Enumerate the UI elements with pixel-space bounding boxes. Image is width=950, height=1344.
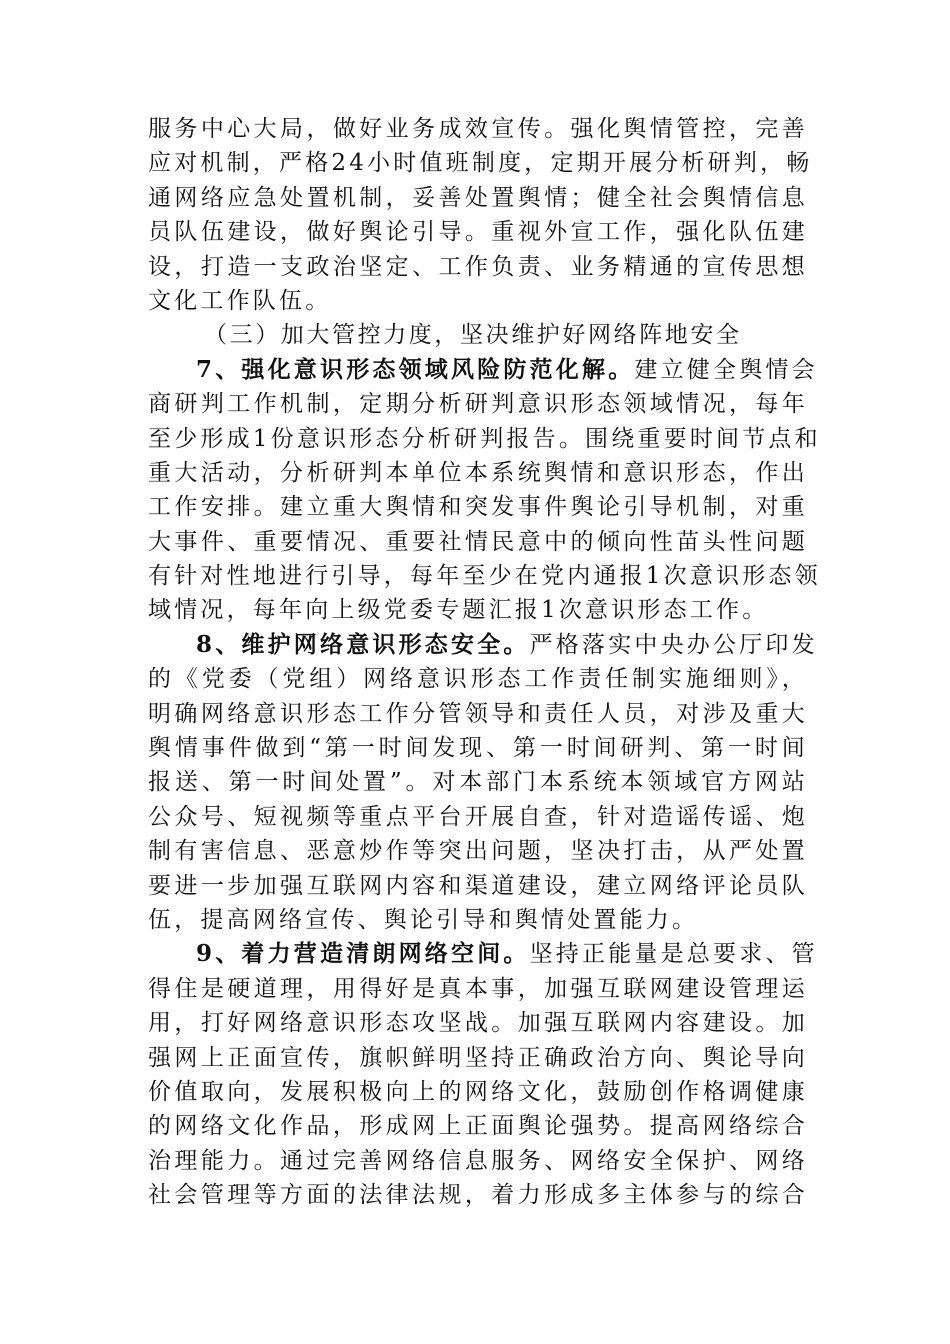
text-line: 至少形成1份意识形态分析研判报告。围绕重要时间节点和 [148,425,821,452]
text-line: 得住是硬道理，用得好是真本事，加强互联网建设管理运 [148,975,808,1002]
text-line: 舆情事件做到“第一时间发现、第一时间研判、第一时间 [148,735,808,762]
text-line [148,628,818,662]
text-line: 的网络文化作品，形成网上正面舆论强势。提高网络综合 [148,1113,808,1140]
text-line: 商研判工作机制，定期分析研判意识形态领域情况，每年 [148,391,808,418]
text-line: 域情况，每年向上级党委专题汇报1次意识形态工作。 [148,597,769,624]
text-line: 报送、第一时间处置”。对本部门本系统本领域官方网站 [148,769,808,796]
text-line: 治理能力。通过完善网络信息服务、网络安全保护、网络 [148,1147,808,1174]
item-title: 9、着力营造清朗网络空间。 [196,940,530,968]
text-line: 员队伍建设，做好舆论引导。重视外宣工作，强化队伍建 [148,219,808,246]
text-line: 伍，提高网络宣传、舆论引导和舆情处置能力。 [148,906,699,933]
text-line: 公众号、短视频等重点平台开展自查，针对造谣传谣、炮 [148,803,808,830]
text-line [148,937,818,971]
item-title: 7、强化意识形态领域风险防范化解。 [196,355,635,383]
paragraph-publicity [148,112,813,318]
text-line: 制有害信息、恶意炒作等突出问题，坚决打击，从严处置 [148,838,808,865]
text-line: 文化工作队伍。 [148,287,332,314]
text-line: 服务中心大局，做好业务成效宣传。强化舆情管控，完善 [148,116,808,142]
text-line: 价值取向，发展积极向上的网络文化，鼓励创作格调健康 [148,1078,808,1105]
paragraph-item-9 [148,937,818,1212]
text-line: 用，打好网络意识形态攻坚战。加强互联网内容建设。加 [148,1010,808,1037]
item-text: 坚持正能量是总要求、管 [529,941,818,968]
text-line: 强网上正面宣传，旗帜鲜明坚持正确政治方向、舆论导向 [148,1044,808,1071]
text-line: 的《党委（党组）网络意识形态工作责任制实施细则》， [148,666,808,693]
document-page [148,112,821,1213]
text-line: 通网络应急处置机制，妥善处置舆情；健全社会舆情信息 [148,184,808,211]
paragraph-item-8 [148,628,818,938]
text-line: 应对机制，严格24小时值班制度，定期开展分析研判，畅 [148,150,813,177]
text-line: 大事件、重要情况、重要社情民意中的倾向性苗头性问题 [148,528,808,555]
text-line: 要进一步加强互联网内容和渠道建设，建立网络评论员队 [148,872,808,899]
text-line: 明确网络意识形态工作分管领导和责任人员，对涉及重大 [148,700,808,727]
text-line [148,353,818,387]
section-heading: （三）加大管控力度，坚决维护好网络阵地安全 [204,322,742,349]
text-line: 重大活动，分析研判本单位本系统舆情和意识形态，作出 [148,459,808,486]
text-line: 工作安排。建立重大舆情和突发事件舆论引导机制，对重 [148,494,808,521]
text-line: 设，打造一支政治坚定、工作负责、业务精通的宣传思想 [148,253,808,280]
paragraph-item-7 [148,353,821,628]
item-text: 建立健全舆情会 [634,356,818,383]
text-line: 有针对性地进行引导，每年至少在党内通报1次意识形态领 [148,563,821,590]
item-title: 8、维护网络意识形态安全。 [196,630,530,658]
text-line: 社会管理等方面的法律法规，着力形成多主体参与的综合 [148,1182,808,1209]
item-text: 严格落实中央办公厅印发 [529,631,818,658]
